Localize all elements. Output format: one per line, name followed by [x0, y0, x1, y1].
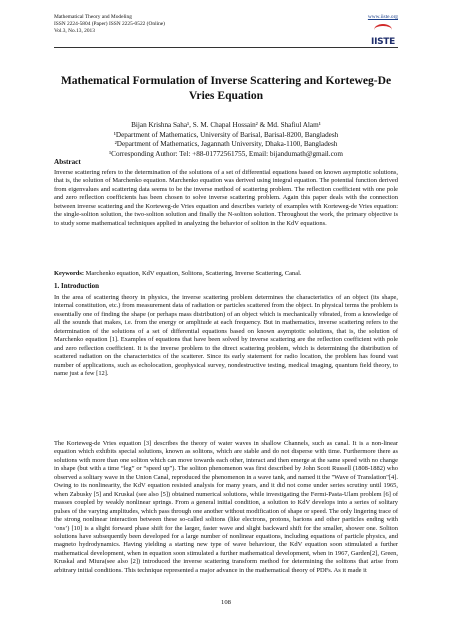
intro-paragraph-2: The Korteweg-de Vries equation [3] describes the theory of water waves in shallow Channels, such as canal. It is a non-linear equation which exhibits special solutions, known as solitons, which are stable and do not disperse with time. Furthermore there as solutions with more than one soliton which can move towards each other, interact and then emerge at the same speed with no change in shape (but with a time “leg” or “speed up”). The soliton phenomenon was first described by John Scott Russell (1808-1882) who observed a solitary wave in the Union Canal, reproduced the phenomenon in a wave tank, and named it the "Wave of Translation"[4]. Owing to its nonlinearity, the KdV equation resisted analysis for many years, and it did not come under series scrutiny until 1965, when Zabusky [5] and Kruskal (see also [5]) obtained numerical solutions, while investigating the Fermi-Pasta-Ulam problem [6] of masses coupled by weakly nonlinear springs. From a general initial condition, a solution to KdV develops into a series of solitary pulses of the varying amplitudes, which pass through one another without modification of shape or speed. The only lingering trace of the strong nonlinear interaction between these so-called solitons (like electrons, protons, barions and other particles ending with ‘ons’) [10] is a slight forward phase shift for the larger, faster wave and slight backward shift for the smaller, shower one. Soliton solutions have subsequently been developed for a large number of nonlinear equations, including equations of particle physics, and magneto hydrodynamics. Having yielding a starting new type of wave behaviour, the KdV equation soon stimulated a further mathematical development, when in equation soon stimulated a further mathematical development, when in 1967, Garden[2], Green, Kruskal and Miura(see also [2]) introduced the inverse scattering transform method for determining the solitons that arise from arbitrary initial conditions. This technique represented a major advance in the mathematical theory of PDFs. As it made it: [54, 440, 398, 574]
affiliation-2: ²Department of Mathematics, Jagannath University, Dhaka-1100, Bangladesh: [114, 140, 338, 149]
intro-paragraph-1: In the area of scattering theory in physics, the inverse scattering problem determines the characteristics of an object (its shape, internal constitution, etc.) from measurement data of radiation or particles scattered from the object. In physical terms the problem is essentially one of finding the shape (or perhaps mass distribution) of an object which is mechanically vibrated, from a knowledge of all the sounds that makes, i.e. from the energy or amplitude at each frequency. But in mathematics, inverse scattering refers to the determination of the solutions of a set of differential equations based on known asymptotic solutions, that is, the solution of Marchenko equation [1]. Examples of equations that have been solved by inverse scattering are the reflection coefficient with pole and zero reflection coefficient. It is the inverse problem to the direct scattering problem, which is determining the distribution of scattered radiation on the characteristics of the scatterer. Since its early statement for radio location, the problem has found vast number of applications, such as echolocation, geophysical survey, nondestructive testing, medical imaging, quantum field theory, to name just a few [12].: [54, 294, 398, 378]
corresponding-author: ¹Corresponding Author: Tel: +88-01772561755, Email: bijandumath@gmail.com: [109, 149, 343, 158]
keywords-label: Keywords:: [54, 270, 85, 277]
paper-title: Mathematical Formulation of Inverse Scattering and Korteweg-De Vries Equation: [60, 74, 392, 102]
journal-url-link[interactable]: www.iiste.org: [367, 14, 398, 20]
author-names: Bijan Krishna Saha¹, S. M. Chapal Hossain² & Md. Shafiul Alam¹: [131, 121, 321, 129]
iiste-logo: [370, 23, 396, 47]
keywords-text: Marchenko equation, KdV equation, Solitons, Scattering, Inverse Scattering, Canal.: [84, 270, 302, 277]
header-divider: [54, 47, 398, 48]
author-block: [54, 121, 398, 159]
journal-header: [54, 14, 398, 47]
keywords: [54, 270, 398, 278]
affiliation-1: ¹Department of Mathematics, University of Barisal, Barisal-8200, Bangladesh: [113, 130, 339, 139]
abstract-text: Inverse scattering refers to the determination of the solutions of a set of differential equations based on known asymptotic solutions, that is, the solution of Marchenko equation. Marchenko equation was derived using integral equation. The potential function derived from eigenvalues and scattering data seems to be the inverse method of scattering problem. The reflection coefficient with one pole and zero reflection coefficients has been chosen to solve inverse scattering problem. Again this paper deals with the connection between inverse scattering and the Korteweg-de Vries equation and describes variety of examples with Korteweg-de Vries equation: the single-soliton solution, the two-soliton solution and finally the N-soliton solution. Throughout the work, the primary objective is to study some mathematical techniques applied in analyzing the behavior of soliton in the KdV equations.: [54, 169, 398, 227]
abstract-heading: Abstract: [54, 158, 81, 166]
section-heading-introduction: 1. Introduction: [54, 282, 99, 290]
logo-swoosh-icon: [374, 24, 392, 36]
page-number: 108: [221, 599, 231, 606]
logo-text: IISTE: [371, 37, 395, 47]
journal-volume: Vol.3, No.13, 2013: [54, 28, 95, 35]
journal-issn: ISSN 2224-5804 (Paper) ISSN 2225-0522 (Online): [54, 21, 165, 28]
journal-name: Mathematical Theory and Modeling: [54, 14, 132, 20]
